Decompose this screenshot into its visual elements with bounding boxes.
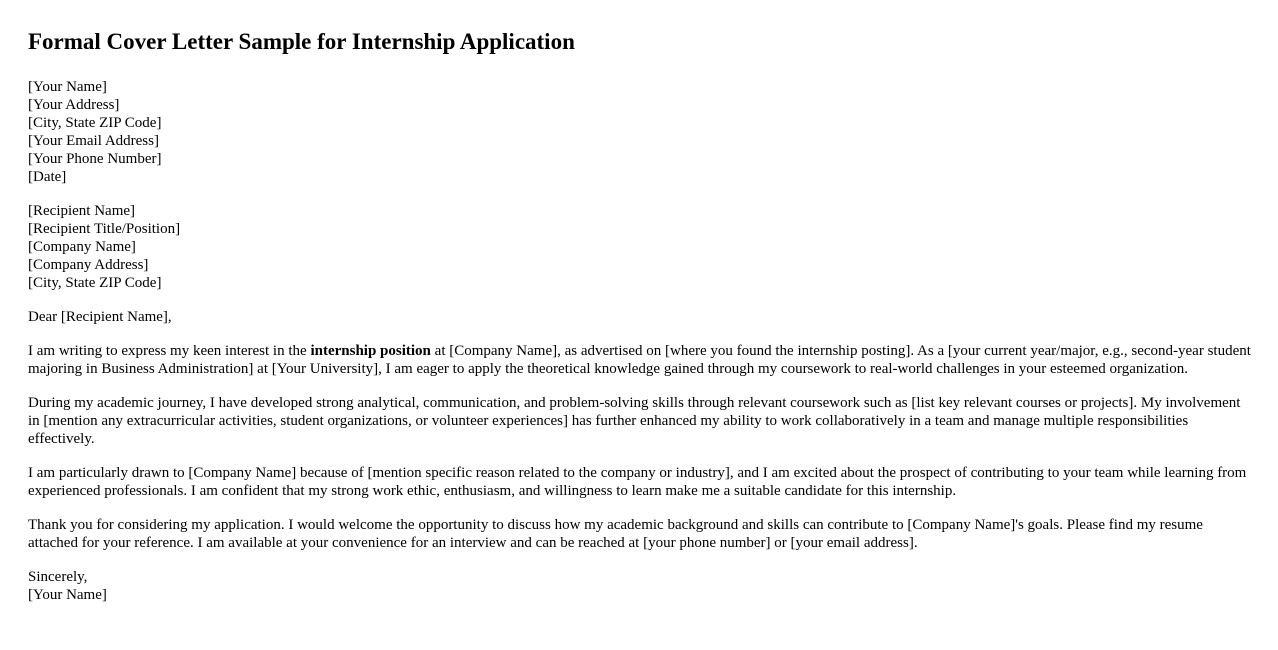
closing: Sincerely, [28,569,88,585]
body-paragraph-1 [28,342,1253,378]
body-paragraph-4: Thank you for considering my application. I would welcome the opportunity to discuss how my academic background and skills can contribute to [Company Name]'s goals. Please find my resume attached for your reference. I am available at your convenience for an interview and can be reached at [your phone number] or [your email address]. [28,517,1203,551]
document-page [28,0,1253,604]
letter-date: [Date] [28,169,67,185]
recipient-name: [Recipient Name] [28,203,136,219]
paragraph-1-intro: I am writing to express my keen interest in the [28,343,311,359]
page-title: Formal Cover Letter Sample for Internship Application [28,29,575,54]
paragraph-1-rest: at [Company Name], as advertised on [where you found the internship posting]. As a [your current year/major, e.g., second-year student majoring in Business Administration] at [Your University], I am eager to apply the theoretical knowledge gained through my coursework to real-world challenges in your esteemed organization. [28,343,1251,377]
signature-name: [Your Name] [28,587,107,603]
recipient-title: [Recipient Title/Position] [28,221,181,237]
sender-address-block [28,78,1253,186]
closing-block [28,568,1253,604]
sender-phone: [Your Phone Number] [28,151,162,167]
sender-name: [Your Name] [28,79,107,95]
paragraph-1-emphasis: internship position [310,343,431,359]
recipient-city-state-zip: [City, State ZIP Code] [28,275,162,291]
recipient-company-address: [Company Address] [28,257,149,273]
salutation: Dear [Recipient Name], [28,309,172,325]
sender-email: [Your Email Address] [28,133,159,149]
body-paragraph-3: I am particularly drawn to [Company Name] because of [mention specific reason related to the company or industry], and I am excited about the prospect of contributing to your team while learning from experienced professionals. I am confident that my strong work ethic, enthusiasm, and willingness to learn make me a suitable candidate for this internship. [28,465,1247,499]
body-paragraph-2: During my academic journey, I have developed strong analytical, communication, and problem-solving skills through relevant coursework such as [list key relevant courses or projects]. My involvement in [mention any extracurricular activities, student organizations, or volunteer experiences] has further enhanced my ability to work collaboratively in a team and manage multiple responsibilities effectively. [28,395,1241,447]
sender-address: [Your Address] [28,97,120,113]
sender-city-state-zip: [City, State ZIP Code] [28,115,162,131]
recipient-company: [Company Name] [28,239,136,255]
recipient-address-block [28,202,1253,292]
